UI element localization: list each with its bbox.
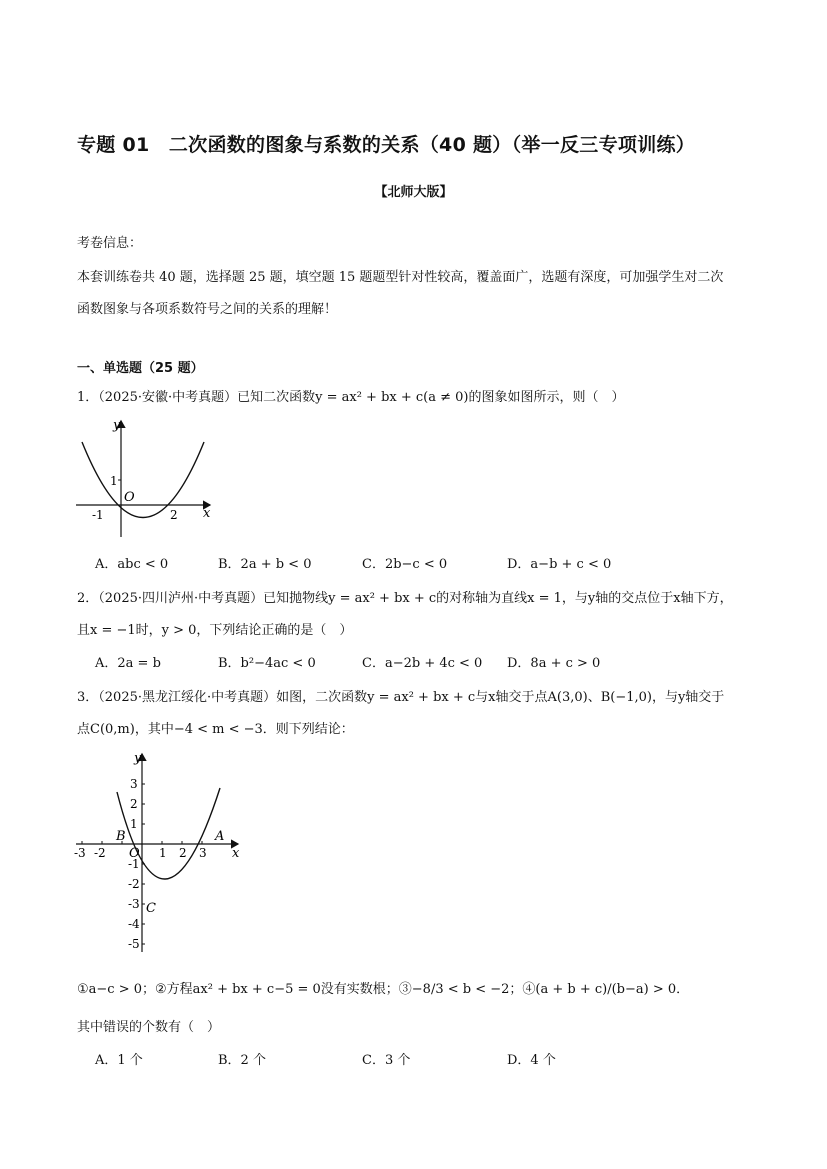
q3-xtick: -2 bbox=[94, 846, 106, 860]
q2-line-2: 且x = −1时，y > 0，下列结论正确的是（ ） bbox=[77, 623, 353, 638]
q2-line-1: 2．（2025·四川泸州·中考真题）已知抛物线y = ax² + bx + c的对称轴为直线x = 1，与y轴的交点位于x轴下方， bbox=[77, 591, 733, 606]
q3-line-1: 3．（2025·黑龙江绥化·中考真题）如图，二次函数y = ax² + bx + c与x轴交于点A(3,0)、B(−1,0)，与y轴交于 bbox=[77, 690, 725, 705]
q3-ytick: -5 bbox=[128, 937, 140, 951]
q1-option-c[interactable]: C．2b−c < 0 bbox=[362, 557, 448, 572]
q3-conclusions: ①a−c > 0；②方程ax² + bx + c−5 = 0没有实数根；③−8/3 < b < −2；④(a + b + c)/(b−a) > 0． bbox=[77, 982, 690, 997]
q3-ytick: -4 bbox=[128, 917, 140, 931]
q1-option-d[interactable]: D．a−b + c < 0 bbox=[507, 557, 612, 572]
q1-tick-y1: 1 bbox=[110, 474, 118, 488]
q1-tick-neg1: -1 bbox=[92, 508, 104, 522]
q2-option-c[interactable]: C．a−2b + 4c < 0 bbox=[362, 656, 483, 671]
info-line-2: 函数图象与各项系数符号之间的关系的理解！ bbox=[77, 302, 338, 317]
q3-ytick: 2 bbox=[130, 797, 138, 811]
q1-option-a[interactable]: A．abc < 0 bbox=[95, 557, 169, 572]
q3-option-b[interactable]: B．2 个 bbox=[218, 1053, 266, 1068]
q3-xtick: 3 bbox=[199, 846, 207, 860]
q3-line-2: 点C(0,m)，其中−4 < m < −3．则下列结论： bbox=[77, 722, 354, 737]
q3-xtick: -3 bbox=[74, 846, 86, 860]
q2-option-b[interactable]: B．b²−4ac < 0 bbox=[218, 656, 316, 671]
q1-y-label: y bbox=[113, 418, 121, 433]
edition-label: 【北师大版】 bbox=[374, 185, 453, 200]
info-label: 考卷信息： bbox=[77, 236, 143, 251]
q3-xtick: 1 bbox=[159, 846, 167, 860]
q3-question: 其中错误的个数有（ ） bbox=[77, 1020, 221, 1035]
q3-ytick: 3 bbox=[130, 777, 138, 791]
q3-origin-label: O bbox=[129, 846, 140, 861]
page-title: 专题 01 二次函数的图象与系数的关系（40 题）（举一反三专项训练） bbox=[77, 134, 696, 156]
q3-y-label: y bbox=[134, 751, 142, 766]
q3-point-a: A bbox=[215, 829, 225, 844]
q3-option-a[interactable]: A．1 个 bbox=[95, 1053, 143, 1068]
q1-option-b[interactable]: B．2a + b < 0 bbox=[218, 557, 312, 572]
q3-ytick: 1 bbox=[130, 817, 138, 831]
q1-origin-label: O bbox=[124, 490, 135, 505]
q2-option-d[interactable]: D．8a + c > 0 bbox=[507, 656, 601, 671]
info-line-1: 本套训练卷共 40 题，选择题 25 题，填空题 15 题题型针对性较高，覆盖面广，选题有深度，可加强学生对二次 bbox=[77, 270, 724, 285]
q1-parabola bbox=[82, 442, 204, 518]
q1-x-label: x bbox=[203, 506, 211, 521]
q3-point-b: B bbox=[116, 829, 126, 844]
section-title: 一、单选题（25 题） bbox=[77, 361, 204, 376]
q3-ytick: -3 bbox=[128, 897, 140, 911]
q3-ytick: -1 bbox=[128, 857, 140, 871]
q3-option-c[interactable]: C．3 个 bbox=[362, 1053, 411, 1068]
q2-option-a[interactable]: A．2a = b bbox=[95, 656, 161, 671]
q1-stem: 1．（2025·安徽·中考真题）已知二次函数y = ax² + bx + c(a ≠ 0)的图象如图所示，则（ ） bbox=[77, 390, 625, 405]
q1-graph bbox=[72, 415, 222, 545]
q3-ytick: -2 bbox=[128, 877, 140, 891]
q3-x-label: x bbox=[232, 846, 240, 861]
q3-option-d[interactable]: D．4 个 bbox=[507, 1053, 556, 1068]
q3-graph bbox=[72, 748, 252, 958]
q3-xtick: 2 bbox=[179, 846, 187, 860]
q3-point-c: C bbox=[146, 901, 156, 916]
q1-tick-2: 2 bbox=[170, 508, 178, 522]
